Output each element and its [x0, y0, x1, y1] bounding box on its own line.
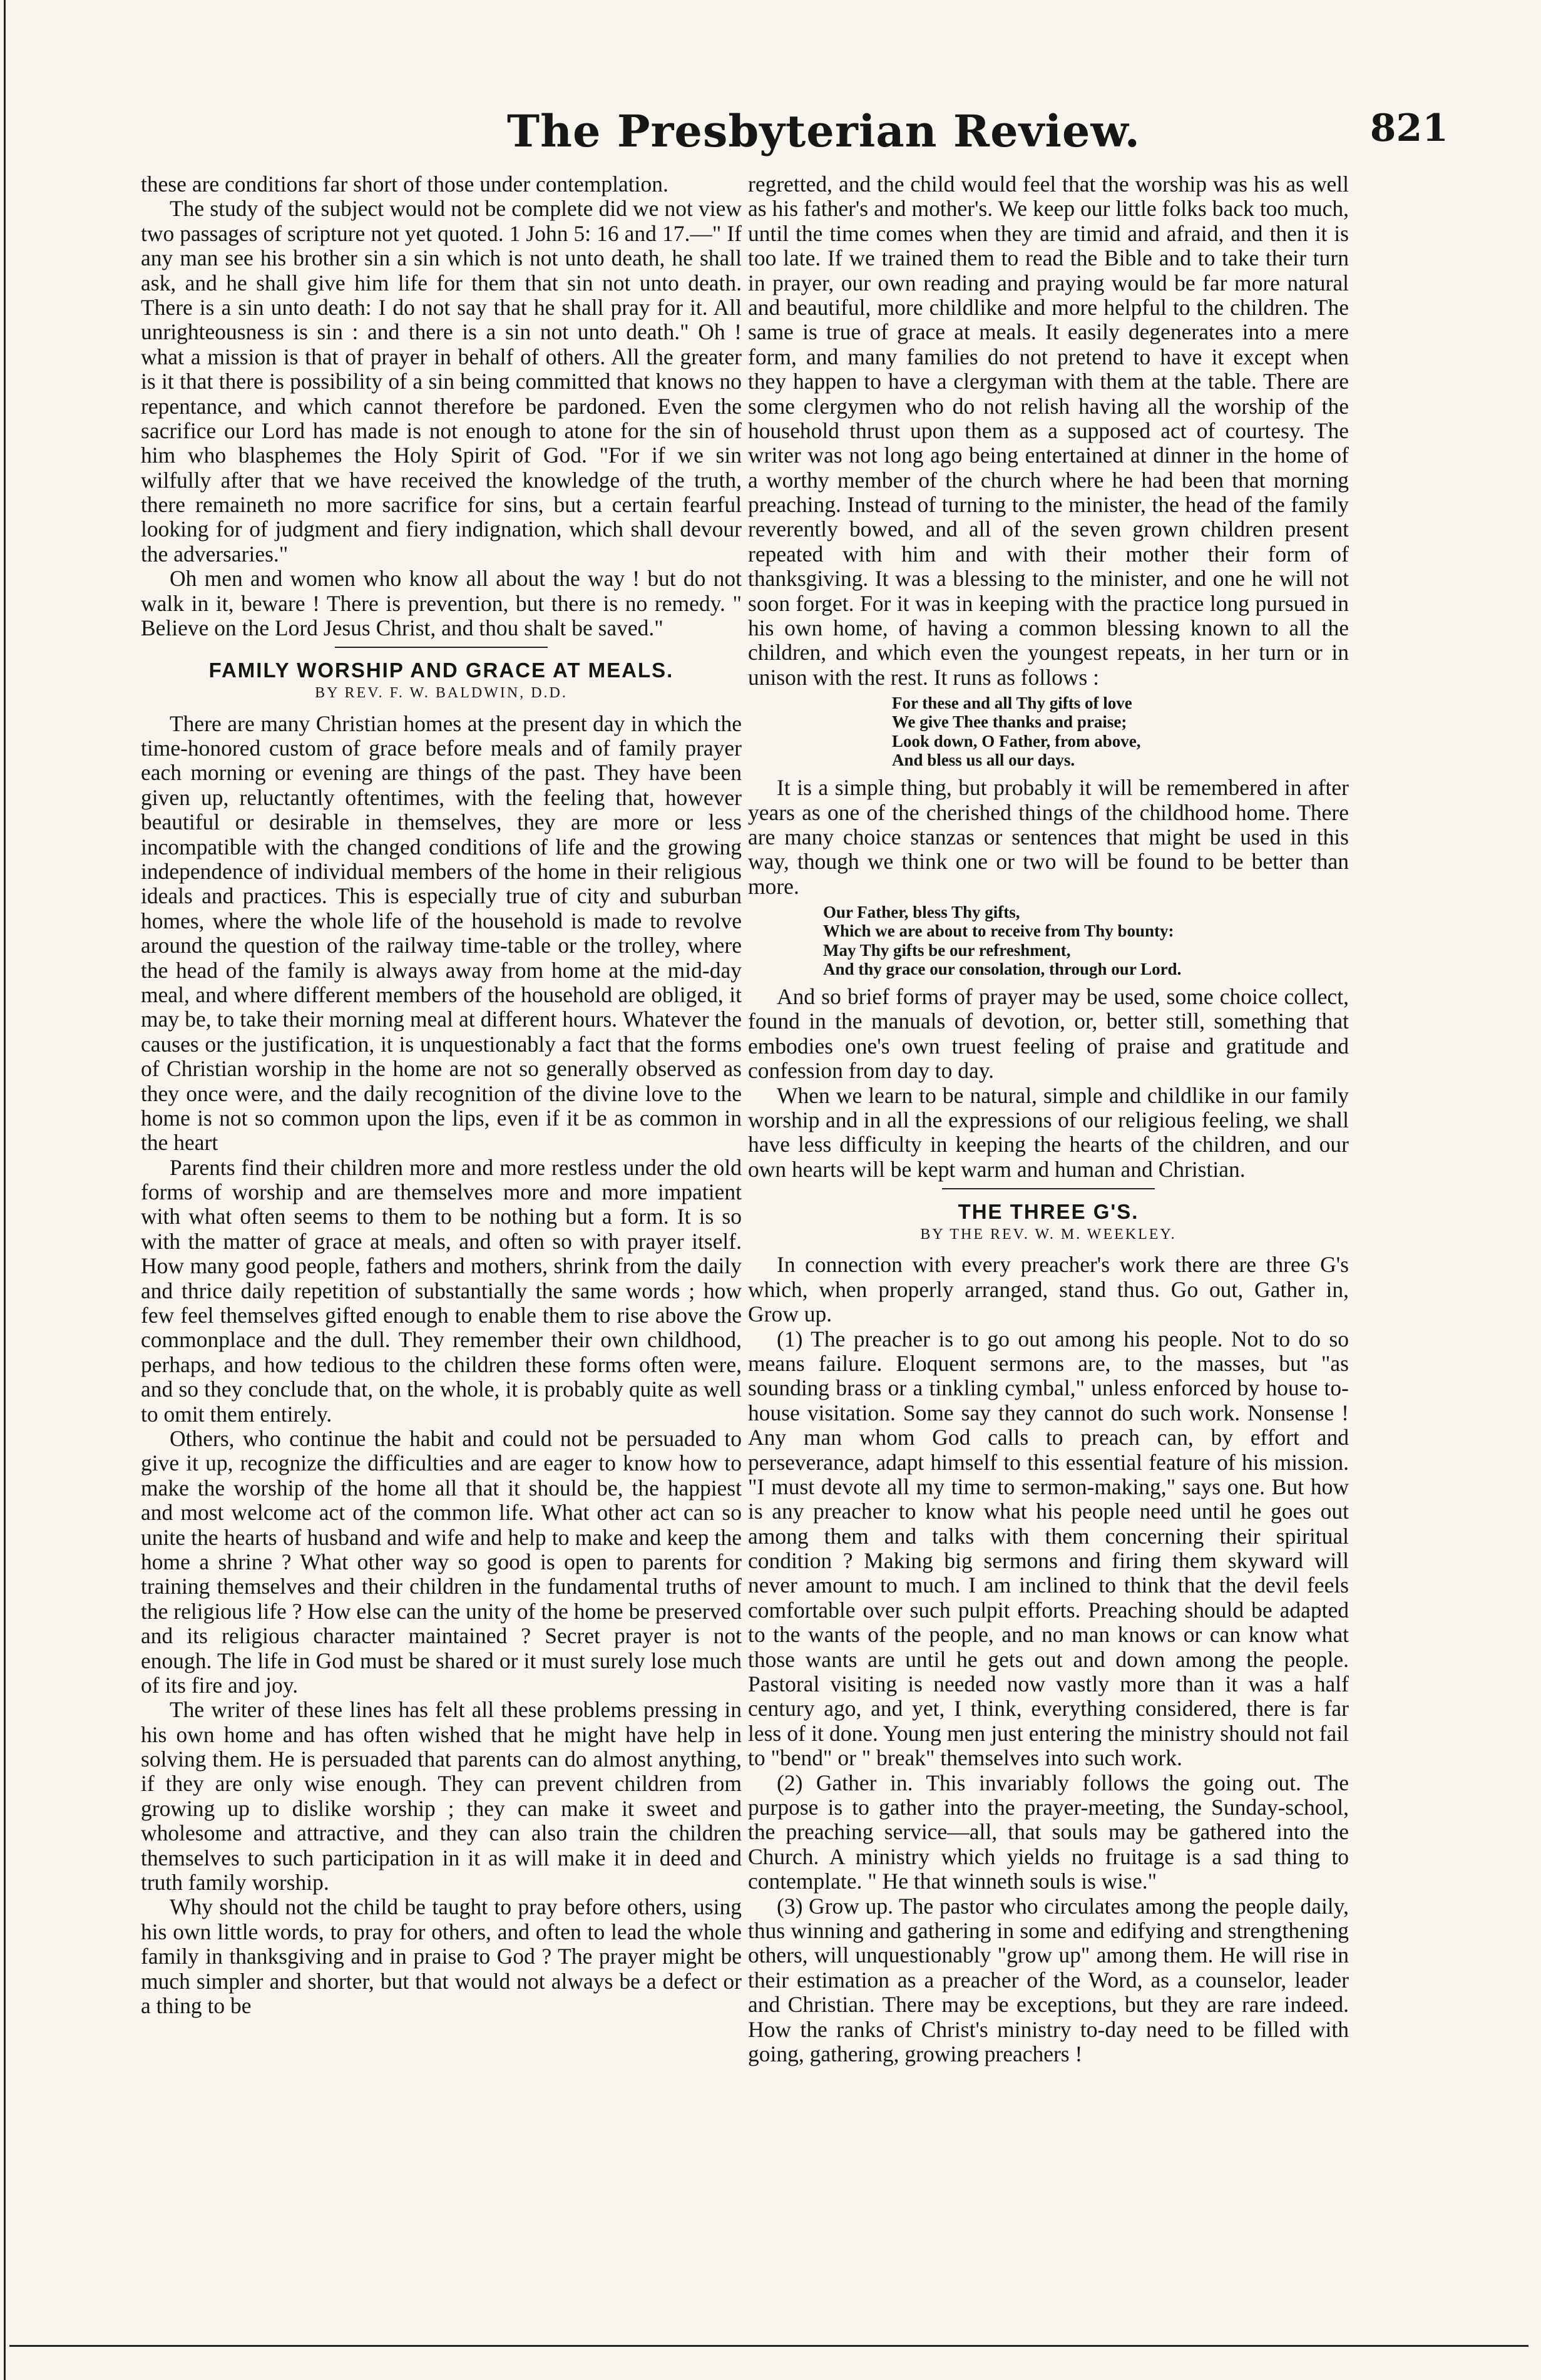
- verse-line: And thy grace our consolation, through our Lord.: [823, 959, 1182, 978]
- body-paragraph: The study of the subject would not be complete did we not view two passages of scripture not yet quoted. 1 John 5: 16 and 17.—" If any man see his brother sin a sin which is not unto death, he shall ask, and he shall give him life for them that sin not unto death. There is a sin unto death: I do not say that he shall pray for it. All unrighteousness is sin : and there is a sin not unto death." Oh ! what a mission is that of prayer in behalf of others. All the greater is it that there is possibility of a sin being committed that knows no repentance, and which cannot therefore be pardoned. Even the sacrifice our Lord has made is not enough to atone for the sin of him who blasphemes the Holy Spirit of God. "For if we sin wilfully after that we have received the knowledge of the truth, there remaineth no more sacrifice for sins, but a certain fearful looking for of judgment and fiery indignation, which shall devour the adversaries.": [141, 196, 742, 567]
- right-column: [748, 172, 1349, 2066]
- verse-line: For these and all Thy gifts of love: [892, 694, 1132, 713]
- body-paragraph: The writer of these lines has felt all these problems pressing in his own home and has often wished that he might have help in solving them. He is persuaded that parents can do almost anything, if they are only wise enough. They can prevent children from growing up to dislike worship ; they can make it sweet and wholesome and attractive, and they can also train the children themselves to such participation in it as will make it in deed and truth family worship.: [141, 1697, 742, 1895]
- body-paragraph: Others, who continue the habit and could not be persuaded to give it up, recognize the difficulties and are eager to know how to make the worship of the home all that it should be, the happiest and most welcome act of the common life. What other act can so unite the hearts of husband and wife and help to make and keep the home a shrine ? What other way so good is open to parents for training themselves and their children in the fundamental truths of the religious life ? How else can the unity of the home be preserved and its religious character maintained ? Secret prayer is not enough. The life in God must be shared or it must surely lose much of its fire and joy.: [141, 1426, 742, 1698]
- bottom-rule: [9, 2345, 1528, 2347]
- grace-prayer: [748, 903, 1349, 978]
- left-margin-rule: [4, 0, 6, 2380]
- body-paragraph: It is a simple thing, but probably it will be remembered in after years as one of the cherished things of the childhood home. There are many choice stanzas or sentences that might be used in this way, though we think one or two will be found to be better than more.: [748, 775, 1349, 899]
- body-paragraph: When we learn to be natural, simple and childlike in our family worship and in all the expressions of our religious feeling, we shall have less difficulty in keeping the hearts of the children, and our own hearts will be kept warm and human and Christian.: [748, 1082, 1349, 1182]
- page-header: [144, 105, 1448, 168]
- body-paragraph: regretted, and the child would feel that the worship was his as well as his father's and mother's. We keep our little folks back too much, until the time comes when they are timid and afraid, and then it is too late. If we trained them to read the Bible and to take their turn in prayer, our own reading and praying would be far more natural and beautiful, more childlike and more helpful to the children. The same is true of grace at meals. It easily degenerates into a mere form, and many families do not pretend to have it except when they happen to have a clergyman with them at the table. There are some clergymen who do not relish having all the worship of the household thrust upon them as a supposed act of courtesy. The writer was not long ago being entertained at dinner in the home of a worthy member of the church where he had been that morning preaching. Instead of turning to the minister, the head of the family reverently bowed, and all of the seven grown children present repeated with him and with their mother their form of thanksgiving. It was a blessing to the minister, and one he will not soon forget. For it was in keeping with the practice long pursued in his own home, of having a common blessing known to all the children, and which even the youngest repeats, in her turn or in unison with the rest. It runs as follows :: [748, 172, 1349, 690]
- article-byline: BY REV. F. W. BALDWIN, D.D.: [315, 685, 568, 702]
- grace-verse: [748, 694, 1349, 769]
- body-paragraph: In connection with every preacher's work there are three G's which, when properly arranged, stand thus. Go out, Gather in, Grow up.: [748, 1252, 1349, 1327]
- verse-line: May Thy gifts be our refreshment,: [823, 940, 1071, 960]
- section-divider: [335, 647, 548, 648]
- article-byline: BY THE REV. W. M. WEEKLEY.: [920, 1226, 1177, 1243]
- body-paragraph: Parents find their children more and more restless under the old forms of worship and are themselves more and more impatient with what often seems to them to be nothing but a form. It is so with the matter of grace at meals, and often so with prayer itself. How many good people, fathers and mothers, shrink from the daily and thrice daily repetition of substantially the same words ; how few feel themselves gifted enough to enable them to rise above the commonplace and the dull. They remember their own childhood, perhaps, and how tedious to the children these forms often were, and so they conclude that, on the whole, it is probably quite as well to omit them entirely.: [141, 1154, 742, 1427]
- page-number: 821: [1369, 106, 1448, 150]
- body-paragraph: Why should not the child be taught to pray before others, using his own little words, to pray for others, and often to lead the whole family in thanksgiving and in praise to God ? The prayer might be much simpler and shorter, but that would not always be a defect or a thing to be: [141, 1894, 742, 2018]
- body-paragraph: There are many Christian homes at the present day in which the time-honored custom of grace before meals and of family prayer each morning or evening are things of the past. They have been given up, reluctantly oftentimes, with the feeling that, however beautiful or desirable in themselves, they are more or less incompatible with the changed conditions of life and the growing independence of individual members of the home in their religious ideals and practices. This is especially true of city and suburban homes, where the whole life of the household is made to revolve around the question of the railway time-table or the trolley, where the head of the family is always away from home at the mid-day meal, and where different members of the household are obliged, it may be, to take their morning meal at different hours. Whatever the causes or the justification, it is unquestionably a fact that the forms of Christian worship in the home are not so generally observed as they once were, and the daily recognition of the divine love to the home is not so common upon the lips, even if it be as common in the heart: [141, 710, 742, 1156]
- body-paragraph: Oh men and women who know all about the way ! but do not walk in it, beware ! There is prevention, but there is no remedy. " Believe on the Lord Jesus Christ, and thou shalt be saved.": [141, 566, 742, 641]
- article-heading: THE THREE G'S.: [958, 1200, 1139, 1224]
- body-paragraph: (3) Grow up. The pastor who circulates among the people daily, thus winning and gathering in some and edifying and strengthening others, will unquestionably "grow up" among them. He will rise in their estimation as a preacher of the Word, as a counselor, leader and Christian. There may be exceptions, but they are rare indeed. How the ranks of Christ's ministry to-day need to be filled with going, gathering, growing preachers !: [748, 1893, 1349, 2066]
- verse-line: We give Thee thanks and praise;: [892, 712, 1127, 732]
- verse-line: Our Father, bless Thy gifts,: [823, 903, 1020, 922]
- body-paragraph: (2) Gather in. This invariably follows the going out. The purpose is to gather into the prayer-meeting, the Sunday-school, the preaching service—all, that souls may be gathered into the Church. A ministry which yields no fruitage is a sad thing to contemplate. " He that winneth souls is wise.": [748, 1770, 1349, 1894]
- verse-line: Which we are about to receive from Thy bounty:: [823, 921, 1174, 941]
- verse-line: And bless us all our days.: [892, 750, 1075, 769]
- verse-line: Look down, O Father, from above,: [892, 731, 1141, 751]
- body-paragraph: these are conditions far short of those under contemplation.: [141, 172, 668, 197]
- running-title: The Presbyterian Review.: [507, 105, 1141, 157]
- article-heading: FAMILY WORSHIP AND GRACE AT MEALS.: [208, 659, 674, 682]
- section-divider: [942, 1188, 1155, 1189]
- left-column: [141, 172, 742, 2018]
- body-paragraph: And so brief forms of prayer may be used, some choice collect, found in the manuals of devotion, or, better still, something that embodies one's own truest feeling of praise and gratitude and confession from day to day.: [748, 984, 1349, 1084]
- body-paragraph: (1) The preacher is to go out among his people. Not to do so means failure. Eloquent sermons are, to the masses, but "as sounding brass or a tinkling cymbal," unless enforced by house to-house visitation. Some say they cannot do such work. Nonsense ! Any man whom God calls to preach can, by effort and perseverance, adapt himself to this essential feature of his mission. "I must devote all my time to sermon-making," says one. But how is any preacher to know what his people need until he goes out among them and talks with them concerning their spiritual condition ? Making big sermons and firing them skyward will never amount to much. I am inclined to think that the devil feels comfortable over such pulpit efforts. Preaching should be adapted to the wants of the people, and no man knows or can know what those wants are until he gets out and down among the people. Pastoral visiting is needed now vastly more than it was a half century ago, and yet, I think, everything considered, there is far less of it done. Young men just entering the ministry should not fail to "bend" or " break" themselves into such work.: [748, 1326, 1349, 1771]
